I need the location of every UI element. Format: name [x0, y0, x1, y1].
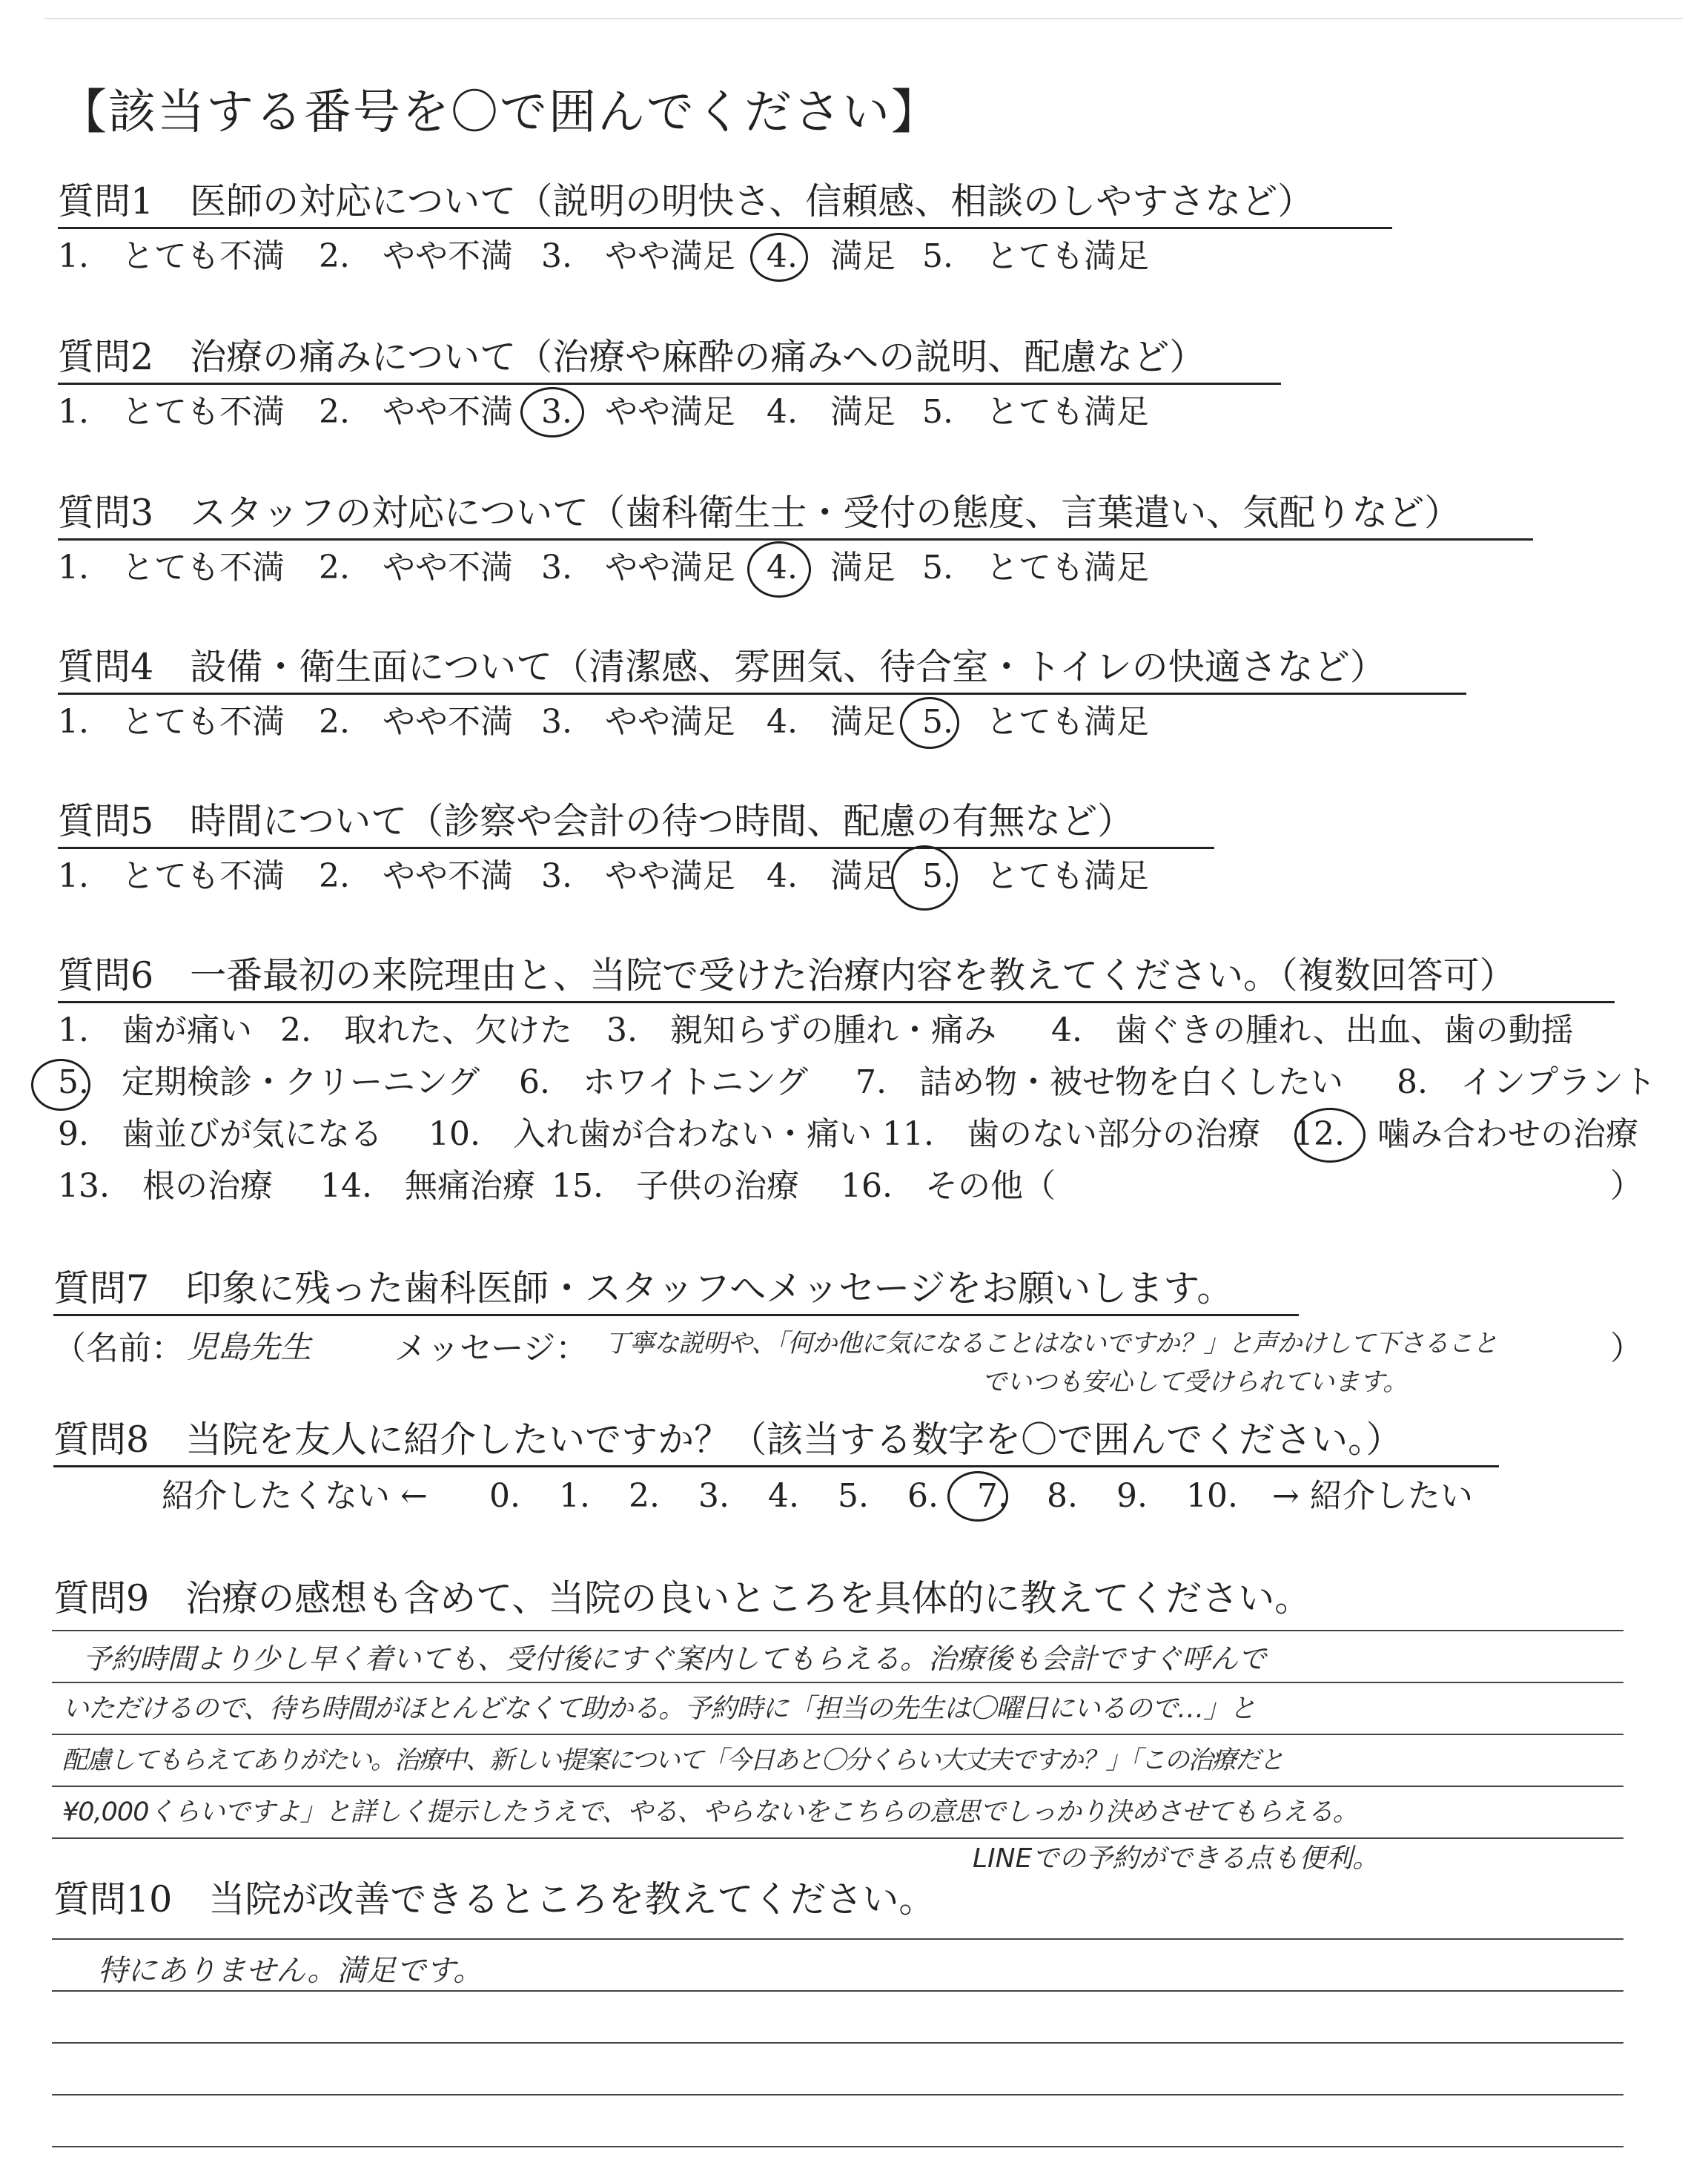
q4-heading: 質問4 設備・衛生面について（清潔感、雰囲気、待合室・トイレの快適さなど） [58, 646, 1386, 688]
q6-option-5[interactable]: 5. 定期検診・クリーニング [58, 1063, 480, 1101]
q4-option-2[interactable]: 2. やや不満 [319, 703, 513, 741]
q2-heading: 質問2 治療の痛みについて（治療や麻酔の痛みへの説明、配慮など） [58, 336, 1206, 378]
q6-row-1 [58, 1010, 1574, 1051]
q9-answer-line-5[interactable]: LINEでの予約ができる点も便利。 [973, 1843, 1380, 1874]
scan-top-edge [44, 18, 1683, 19]
q1-selection-circle [750, 233, 808, 282]
q2-options [58, 392, 1149, 433]
q8-scale [489, 1476, 1268, 1517]
q9-rule-3 [52, 1734, 1623, 1735]
q4-option-5[interactable]: 5. とても満足 [922, 703, 1149, 741]
q3-heading: 質問3 スタッフの対応について（歯科衛生士・受付の態度、言葉遣い、気配りなど） [58, 492, 1461, 534]
q8-value-9[interactable]: 9. [1116, 1477, 1148, 1515]
q7-heading: 質問7 印象に残った歯科医師・スタッフへメッセージをお願いします。 [53, 1267, 1234, 1309]
q2-option-5[interactable]: 5. とても満足 [922, 393, 1149, 431]
q10-rule-5 [52, 2146, 1623, 2147]
q6-selection-circle-5 [31, 1059, 90, 1111]
q6-option-8[interactable]: 8. インプラント [1397, 1063, 1656, 1101]
q5-selection-circle [891, 845, 958, 911]
q7-message-label: メッセージ： [394, 1330, 589, 1367]
q4-underline [58, 693, 1466, 695]
q6-option-12[interactable]: 12. 噛み合わせの治療 [1293, 1115, 1638, 1153]
q8-value-2[interactable]: 2. [629, 1477, 660, 1515]
q2-underline [58, 383, 1281, 385]
q8-value-8[interactable]: 8. [1047, 1477, 1078, 1515]
q1-option-4[interactable]: 4. 満足 [767, 237, 896, 275]
q6-option-4[interactable]: 4. 歯ぐきの腫れ、出血、歯の動揺 [1051, 1011, 1574, 1049]
q7-message-line-1[interactable]: 丁寧な説明や、「何か他に気になることはないですか？」と声かけして下さること [605, 1329, 1497, 1358]
q8-value-5[interactable]: 5. [838, 1477, 869, 1515]
q7-close-paren: ） [1610, 1330, 1643, 1367]
q6-option-13[interactable]: 13. 根の治療 [58, 1167, 273, 1205]
q6-option-14[interactable]: 14. 無痛治療 [320, 1167, 535, 1205]
q8-underline [53, 1465, 1499, 1467]
q3-option-4[interactable]: 4. 満足 [767, 549, 896, 587]
q5-heading: 質問5 時間について（診察や会計の待つ時間、配慮の有無など） [58, 800, 1134, 842]
q10-heading: 質問10 当院が改善できるところを教えてください。 [53, 1878, 936, 1920]
q2-option-1[interactable]: 1. とても不満 [58, 393, 285, 431]
q9-rule-5 [52, 1837, 1623, 1839]
q9-rule-2 [52, 1682, 1623, 1683]
q6-other-close: ） [1610, 1167, 1643, 1205]
q2-selection-circle [520, 387, 584, 437]
q9-answer-line-1[interactable]: 予約時間より少し早く着いても、受付後にすぐ案内してもらえる。治療後も会計ですぐ呼んで [83, 1642, 1267, 1675]
page-title: 【該当する番号を〇で囲んでください】 [59, 85, 940, 140]
q3-option-1[interactable]: 1. とても不満 [58, 549, 285, 587]
q6-option-11[interactable]: 11. 歯のない部分の治療 [882, 1115, 1260, 1153]
q6-option-3[interactable]: 3. 親知らずの腫れ・痛み [606, 1011, 996, 1049]
q5-options [58, 856, 1149, 897]
q1-heading: 質問1 医師の対応について（説明の明快さ、信頼感、相談のしやすさなど） [58, 180, 1314, 222]
q4-option-3[interactable]: 3. やや満足 [541, 703, 735, 741]
q5-underline [58, 847, 1214, 849]
q3-option-2[interactable]: 2. やや不満 [319, 549, 513, 587]
q4-selection-circle [900, 697, 959, 749]
q2-option-4[interactable]: 4. 満足 [767, 393, 896, 431]
q6-option-2[interactable]: 2. 取れた、欠けた [280, 1011, 572, 1049]
q1-options [58, 236, 1149, 277]
q8-value-0[interactable]: 0. [489, 1477, 520, 1515]
q7-name-label: （名前： [53, 1330, 184, 1367]
q8-left-label: 紹介したくない ← [162, 1477, 428, 1515]
q3-option-5[interactable]: 5. とても満足 [922, 549, 1149, 587]
q7-name-value[interactable]: 児島先生 [187, 1329, 312, 1365]
q8-value-6[interactable]: 6. [907, 1477, 939, 1515]
q5-option-2[interactable]: 2. やや不満 [319, 857, 513, 895]
q6-option-10[interactable]: 10. 入れ歯が合わない・痛い [428, 1115, 872, 1153]
q6-option-9[interactable]: 9. 歯並びが気になる [58, 1115, 383, 1153]
q5-option-4[interactable]: 4. 満足 [767, 857, 896, 895]
q9-answer-line-2[interactable]: いただけるので、待ち時間がほとんどなくて助かる。予約時に「担当の先生は〇曜日にいるので…」と [62, 1694, 1256, 1724]
q7-message-line-2[interactable]: でいつも安心して受けられています。 [982, 1367, 1409, 1397]
q6-heading: 質問6 一番最初の来院理由と、当院で受けた治療内容を教えてください。（複数回答可） [58, 954, 1516, 997]
q6-option-1[interactable]: 1. 歯が痛い [58, 1011, 252, 1049]
q8-value-1[interactable]: 1. [559, 1477, 590, 1515]
q8-value-3[interactable]: 3. [698, 1477, 729, 1515]
q6-option-7[interactable]: 7. 詰め物・被せ物を白くしたい [855, 1063, 1343, 1101]
q6-row-2 [58, 1062, 1656, 1103]
q4-option-4[interactable]: 4. 満足 [767, 703, 896, 741]
q10-rule-4 [52, 2094, 1623, 2095]
q7-underline [53, 1314, 1299, 1316]
q6-row-4 [58, 1166, 1056, 1207]
q8-value-7[interactable]: 7. [977, 1477, 1008, 1515]
q9-heading: 質問9 治療の感想も含めて、当院の良いところを具体的に教えてください。 [53, 1577, 1311, 1619]
q5-option-3[interactable]: 3. やや満足 [541, 857, 735, 895]
q10-rule-3 [52, 2042, 1623, 2044]
q9-rule-1 [52, 1630, 1623, 1631]
q1-option-5[interactable]: 5. とても満足 [922, 237, 1149, 275]
q2-option-3[interactable]: 3. やや満足 [541, 393, 735, 431]
q1-option-2[interactable]: 2. やや不満 [319, 237, 513, 275]
q6-underline [58, 1001, 1615, 1003]
q9-answer-line-4[interactable]: ¥0,000くらいですよ」と詳しく提示したうえで、やる、やらないをこちらの意思でしっかり決めさせてもらえる。 [62, 1797, 1358, 1827]
q8-right-label: → 紹介したい [1272, 1477, 1473, 1515]
q1-option-3[interactable]: 3. やや満足 [541, 237, 735, 275]
q9-answer-line-3[interactable]: 配慮してもらえてありがたい。治療中、新しい提案について「今日あと〇分くらい大丈夫ですか？」「この治療だと [62, 1745, 1283, 1775]
q3-options [58, 547, 1149, 589]
q9-rule-4 [52, 1786, 1623, 1787]
q5-option-5[interactable]: 5. とても満足 [922, 857, 1149, 895]
q6-selection-circle-12 [1294, 1108, 1366, 1163]
q6-option-6[interactable]: 6. ホワイトニング [519, 1063, 809, 1101]
q5-option-1[interactable]: 1. とても不満 [58, 857, 285, 895]
q10-rule-1 [52, 1938, 1623, 1940]
q10-answer[interactable]: 特にありません。満足です。 [98, 1954, 483, 1988]
q6-option-15[interactable]: 15. 子供の治療 [552, 1167, 799, 1205]
q2-option-2[interactable]: 2. やや不満 [319, 393, 513, 431]
q1-underline [58, 227, 1392, 229]
q3-option-3[interactable]: 3. やや満足 [541, 549, 735, 587]
q8-value-10[interactable]: 10. [1186, 1477, 1238, 1515]
q6-option-16[interactable]: 16. その他（ [841, 1167, 1056, 1205]
q8-selection-circle [947, 1471, 1008, 1522]
q3-underline [58, 538, 1533, 541]
q4-option-1[interactable]: 1. とても不満 [58, 703, 285, 741]
q8-value-4[interactable]: 4. [768, 1477, 799, 1515]
q6-row-3 [58, 1114, 1638, 1155]
q10-rule-2 [52, 1990, 1623, 1992]
q1-option-1[interactable]: 1. とても不満 [58, 237, 285, 275]
q4-options [58, 701, 1149, 743]
q3-selection-circle [747, 541, 811, 598]
q8-heading: 質問8 当院を友人に紹介したいですか？（該当する数字を〇で囲んでください。） [53, 1418, 1403, 1461]
